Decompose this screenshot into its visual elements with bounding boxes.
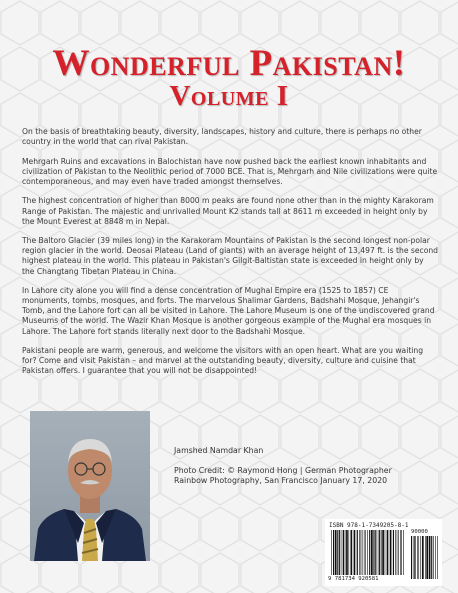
barcode-bar [433,536,434,579]
book-title: Wonderful Pakistan! [52,43,406,84]
barcode-bar [357,530,358,575]
barcode-bar [343,530,344,575]
barcode-bar [431,536,432,579]
barcode-bar [342,530,343,575]
barcode-addon-number: 90000 [411,529,428,535]
barcode-ean-number: 9 781734 920581 [328,576,379,582]
barcode-bar [382,530,384,575]
barcode-bar [397,530,398,575]
barcode-bar [414,536,415,579]
barcode-bar [401,530,402,575]
barcode-bar [390,530,392,575]
barcode-bar [385,530,386,575]
barcode-bar [381,530,382,575]
barcode-bar [403,530,404,575]
barcode-bar [387,530,389,575]
barcode-bar [400,530,401,575]
barcode-bar [379,530,380,575]
barcode-bar [361,530,362,575]
barcode-bar [425,536,426,579]
barcode-bar [417,536,418,579]
barcode-bar [351,530,353,575]
book-volume: Volume I [169,80,289,112]
barcode-bar [345,530,346,575]
paragraph-intro: On the basis of breathtaking beauty, diversity, landscapes, history and culture, there is perhaps no other country in the world that can rival Pakistan. [22,127,422,147]
paragraph-karakoram: The highest concentration of higher than 8000 m peaks are found none other than in the mighty Karakoram Range of Pakistan. The majestic and unrivalled Mount K2 stands tall at 8611 m exceeded in height only by the Mount Everest at 8848 m in Nepal. [22,196,434,226]
barcode-bar [429,536,431,579]
author-photo [30,411,150,561]
barcode-bar [373,530,374,575]
photo-credit [174,466,392,486]
paragraph-lahore: In Lahore city alone you will find a dense concentration of Mughal Empire era (1525 to 1857) CE monuments, tombs, mosques, and forts. The marvelous Shalimar Gardens, Badshahi Mosque, Jehangir's Tomb, and the Lahore fort can all be visited in Lahore. The Lahore Museum is one of the undiscovered grand Museums of the world. The Wazir Khan Mosque is another gorgeous example of the Mughal era mosques in Lahore. The Lahore fort stands literally next door to the Badshahi Mosque. [22,286,435,336]
barcode-bar [369,530,370,575]
barcode-bar [375,530,376,575]
barcode-bar [411,536,412,579]
barcode-bar [333,530,334,575]
barcode-bar [346,530,348,575]
photo-credit-line-2: Rainbow Photography, San Francisco January 17, 2020 [174,476,388,485]
barcode-bar [426,536,428,579]
barcode-bar [339,530,340,575]
barcode-bar [335,530,337,575]
barcode-bar [415,536,416,579]
barcode-bar [359,530,360,575]
barcode-bar [371,530,373,575]
barcode-bar [395,530,396,575]
barcode-bar [378,530,379,575]
barcode-bar [420,536,421,579]
barcode-bar [354,530,356,575]
barcode-bar [437,536,438,579]
paragraph-closing: Pakistani people are warm, generous, and welcome the visitors with an open heart. What are you waiting for? Come and visit Pakistan – and marvel at the outstanding beauty, diversity, culture and cuisine that Pakistan offers. I guarantee that you will not be disappointed! [22,346,424,376]
barcode-bar [393,530,394,575]
author-name: Jamshed Namdar Khan [174,446,264,455]
barcode-bar [337,530,338,575]
barcode-box [325,519,442,586]
barcode-bar [349,530,350,575]
barcode-bar [398,530,399,575]
barcode-bar [365,530,366,575]
barcode-bar [362,530,363,575]
barcode-bar [367,530,368,575]
photo-credit-line-1: Photo Credit: © Raymond Hong | German Photographer [174,466,392,475]
barcode-bar [331,530,332,575]
paragraph-mehrgarh: Mehrgarh Ruins and excavations in Balochistan have now pushed back the earliest known inhabitants and civilization of Pakistan to the Neolithic period of 7000 BCE. That is, Mehrgarh and Nile civilizations were quite contemporaneous, and may even have traded amongst themselves. [22,156,438,186]
description-text [22,127,438,386]
barcode-bar [364,530,365,575]
isbn-label: ISBN 978-1-7349205-8-1 [329,522,409,529]
barcode-bar [435,536,436,579]
barcode-bar [422,536,424,579]
paragraph-baltoro: The Baltoro Glacier (39 miles long) in the Karakoram Mountains of Pakistan is the second longest non-polar region glacier in the world. Deosai Plateau (Land of giants) with an average height of 13,497 ft. is the second highest plateau in the world. This plateau in Pakistan's Gilgit-Baltistan state is exceeded in height only by the Changtang Tibetan Plateau in China. [22,236,438,276]
